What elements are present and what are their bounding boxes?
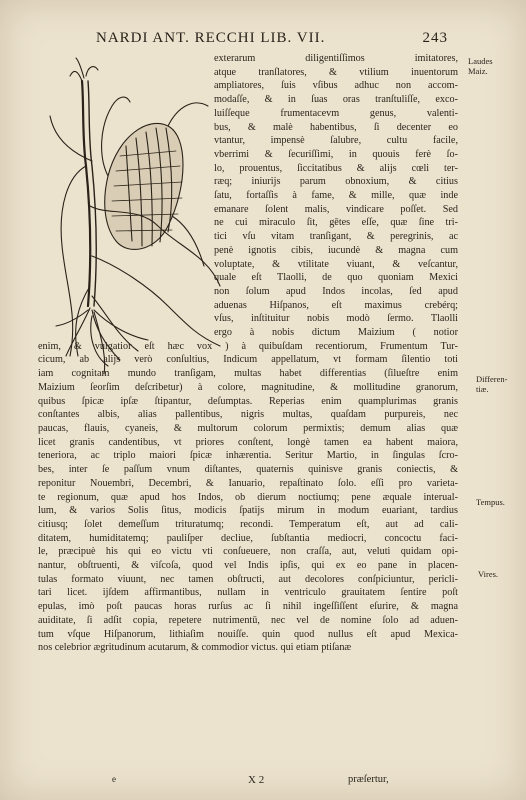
text-line: ditatem, humiditatemq; pauliſper decliue, ſubſtantia mediocri, concoctu faci- [38, 532, 458, 544]
text-line: lum, & varios Solis ſitus, modicis ſpatijs mirum in modum euariant, tardius [38, 505, 458, 517]
text-line: atque tranſlatores, & vtilium inuentorum [214, 66, 458, 78]
text-line: quibus ſpicæ ipſæ ſtipantur, deſumptas. Reperias enim quamplurimas granis [38, 395, 458, 407]
text-line: vtantur, impensè ſalubre, cultu facile, [214, 135, 458, 147]
margin-note-laudes: Laudes Maiz. [468, 56, 493, 76]
text-line: reponitur Nouembri, Decembri, & Ianuario, repaſtinato ſolo. eſſi pro varieta- [38, 477, 458, 489]
text-line: enim, & vulgatior eſt hæc vox ) à quibuſdam recentiorum, Frumentum Tur- [38, 340, 458, 352]
text-line: te regionum, quæ apud hos Indos, ob dierum noctiumq; pene æquale interual- [38, 491, 458, 503]
text-line: lo, prouentus, ſiccitatibus & alijs cœli ter- [214, 162, 458, 174]
text-line: modaſſe, & in ſuas oras tranſtuliſſe, exco- [214, 94, 458, 106]
text-line: tici vſu vitam tranſigant, & peregrinis, ac [214, 231, 458, 243]
text-line: voluptate, & vtilitate viuant, & veſcantur, [214, 258, 458, 270]
text-line: ergo à nobis dictum Maizium ( notior [214, 327, 458, 339]
signature-mark: X 2 [248, 774, 265, 786]
text-line: aduenas Hiſpanos, eſt maximus crebérq; [214, 299, 458, 311]
text-line: Maizium ſeorſim deſcribetur) à colore, magnitudine, & mollitudine granorum, [38, 381, 458, 393]
running-header [96, 30, 448, 47]
text-line: tulas formato viuunt, nec tamen obſtructi, aut decolores conſpiciuntur, pericli- [38, 573, 458, 585]
text-line: exterarum diligentiſſimos imitatores, [214, 53, 458, 64]
text-line: penè ignotis cibis, iucundè & magna cum [214, 244, 458, 256]
text-line: vſus, inſtituitur nobis modò ſermo. Tlaolli [214, 313, 458, 325]
text-line: bes, inter ſe paſſum vnum diſtantes, quaternis quinisve granis coniectis, & [38, 464, 458, 476]
text-line: ne cui miraculo ſit, gētes eſſe, quæ ſine tri- [214, 217, 458, 229]
text-line: vberrimi & ſecuriſſimi, in quouis ferè ſo- [214, 148, 458, 160]
catchword: præſertur, [348, 774, 389, 785]
text-line: tari licet. ijſdem affirmantibus, nullam in ventriculo grauitatem ſentire poſt [38, 587, 458, 599]
text-line: bus, & malè habentibus, ſi decenter eo [214, 121, 458, 133]
margin-note-vires: Vires. [478, 569, 499, 579]
footer-mark: e [112, 774, 116, 784]
page-number: 243 [422, 30, 448, 46]
text-line: teneriora, ac triplo maiori ſpicæ inhærentia. Seritur Martio, in ſingulas ſcro- [38, 450, 458, 462]
text-line: licet granis candentibus, vt priores conſtent, longè tamen ea habent maiora, [38, 436, 458, 448]
margin-note-tempus: Tempus. [476, 497, 505, 507]
text-line: conſtantes albis, alias pallentibus, nigris multas, quaſdam purpureis, nec [38, 409, 458, 421]
text-line: nantur, obſtruenti, & viſcoſa, quod vel Indis ipſis, qui ex eo pane in placen- [38, 560, 458, 572]
text-line: ſatu, fortaſſis à fame, & mille, quæ inde [214, 190, 458, 202]
text-line: citiusq; ſolet demeſſum trituratumq; recondi. Temperatum eſt, aut ad cali- [38, 518, 458, 530]
text-line: cicum, ab alijs verò conſultius, Indicum appellatum, vt formam ſilentio toti [38, 354, 458, 366]
margin-note-differentiae: Differen- tiæ. [476, 374, 508, 394]
running-title: NARDI ANT. RECCHI LIB. VII. [96, 30, 326, 46]
text-line: nos celebrior ægritudinum acutarum, & commodior victus. qui etiam ptiſanæ [38, 642, 352, 654]
text-line: ampliatores, ſuis vſibus adhuc non accom- [214, 80, 458, 92]
text-line: ræq; iniurijs parum obnoxium, & citius [214, 176, 458, 188]
body-text [38, 52, 458, 655]
text-line: quale eſt Tlaolli, de quo quoniam Mexici [214, 272, 458, 284]
text-line: paucas, flauis, cyaneis, & multorum colorum permixtis; demum alias quæ [38, 422, 458, 434]
text-line: epulas, imò poſt paucas horas rurſus ac ſi nihil ingeſſiſſent eſurire, & magna [38, 601, 458, 613]
text-line: le, præcipuè his qui eo victu vti conſueuere, non craſſa, aut, veluti quidam opi- [38, 546, 458, 558]
text-line: tum vſque Hiſpanorum, lithiaſim nouiſſe. quin quod nullus eſt apud Mexica- [38, 628, 458, 640]
text-line: emanare ſolent malis, vindicare poſſet. Sed [214, 203, 458, 215]
text-line: luiſſeque frumentacevm genus, valenti- [214, 107, 458, 119]
text-line: auiditate, ſi adſit copia, repetere nutrimentū, nec vel de nomine ſolo ad aduen- [38, 614, 458, 626]
text-line: non ſolum apud Indos incolas, ſed apud [214, 285, 458, 297]
text-line: iam cognitam mundo tranſigam, multas habet differentias (ſilueſtre enim [38, 368, 458, 380]
